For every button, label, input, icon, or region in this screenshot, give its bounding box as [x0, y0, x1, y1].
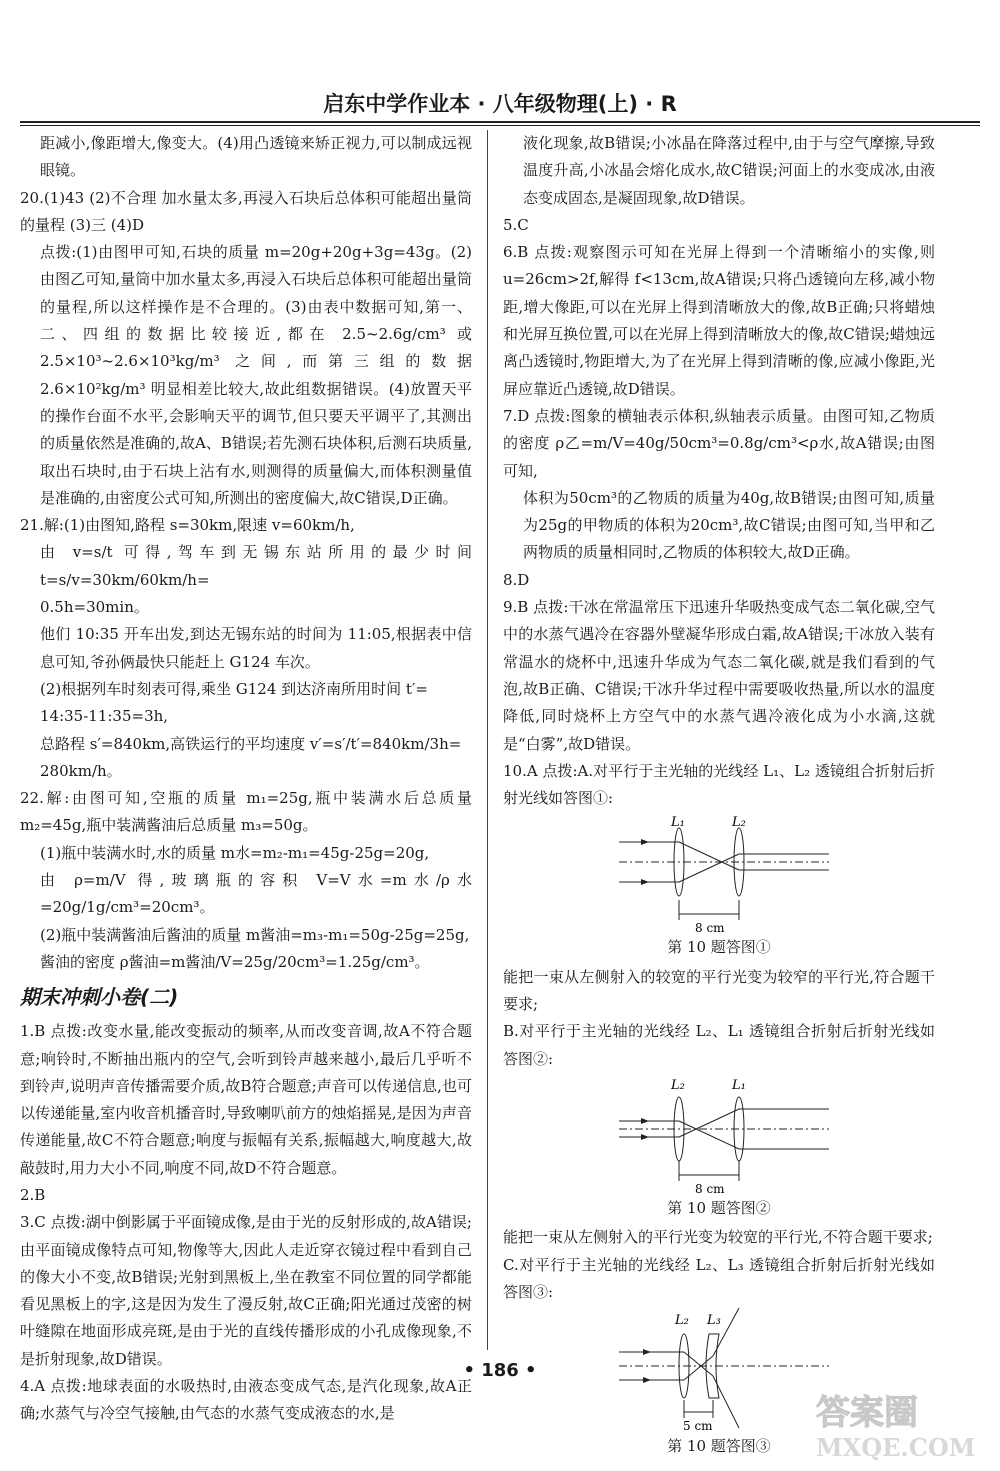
- answer-21-text: 他们 10:35 开车出发,到达无锡东站的时间为 11:05,根据表中信息可知,爷孙俩最快只能赶上 G124 车次。: [40, 625, 472, 671]
- answer-21: 21.解:(1)由图知,路程 s=30km,限速 v=60km/h,: [20, 516, 355, 535]
- watermark-text: 答案圈: [816, 1393, 918, 1433]
- lens-diagram-1: [589, 814, 849, 934]
- answer-20: 20.(1)43 (2)不合理 加水量太多,再浸入石块后总体积可能超出量筒的量程 (3)三 (4)D: [20, 188, 472, 234]
- right-column: [503, 130, 935, 1462]
- figure-2: [503, 1075, 935, 1222]
- answer-21-result-1: 0.5h=30min。: [40, 598, 149, 617]
- answer-1: 1.B 点拨:改变水量,能改变振动的频率,从而改变音调,故A不符合题意;响铃时,不断抽出瓶内的空气,会听到铃声越来越小,最后几乎听不到铃声,说明声音传播需要介质,故B符合题意;声音可以传递信息,也可以传递能量,室内收音机播音时,导致喇叭前方的烛焰摇晃,是因为声音传递能量,故C不符合题意;响度与振幅有关系,振幅越大,响度越大,故敲鼓时,用力大小不同,响度不同,故D不符合题意。: [20, 1022, 472, 1177]
- answer-9: 9.B 点拨:干冰在常温常压下迅速升华吸热变成气态二氧化碳,空气中的水蒸气遇冷在容器外壁凝华形成白霜,故A错误;干冰放入装有常温水的烧杯中,迅速升华成为气态二氧化碳,就是我们看到的气泡,故B正确、C错误;干冰升华过程中需要吸收热量,所以水的温度降低,同时烧杯上方空气中的水蒸气遇冷液化成为小水滴,这就是“白雾”,故D错误。: [503, 598, 935, 753]
- lens-diagram-2: [589, 1075, 849, 1195]
- figure-1: [503, 814, 935, 961]
- answer-3: 3.C 点拨:湖中倒影属于平面镜成像,是由于光的反射形成的,故A错误;由平面镜成像特点可知,物像等大,因此人走近穿衣镜过程中看到自己的像大小不变,故B错误;光射到黑板上,坐在教室不同位置的同学都能看见黑板上的字,这是因为发生了漫反射,故C正确;阳光通过茂密的树叶缝隙在地面形成亮斑,是由于光的直线传播形成的小孔成像现象,不是折射现象,故D错误。: [20, 1213, 472, 1368]
- answer-22-density: 酱油的密度 ρ酱油=m酱油/V=25g/20cm³=1.25g/cm³。: [40, 952, 430, 971]
- answer-10: 10.A 点拨:A.对平行于主光轴的光线经 L₁、L₂ 透镜组合折射后折射光线如答图①:: [503, 761, 935, 808]
- lens-label-left: L₁: [671, 815, 685, 831]
- distance-label: 8 cm: [695, 1181, 725, 1195]
- header-rule: [20, 121, 980, 123]
- answer-22-part-2: (2)瓶中装满酱油后酱油的质量 m酱油=m₃-m₁=50g-25g=25g,: [40, 925, 470, 944]
- answer-5: 5.C: [503, 215, 529, 234]
- answer-10-b-conclusion: 能把一束从左侧射入的平行光变为较宽的平行光,不符合题干要求;: [503, 1228, 933, 1247]
- answer-10-b: B.对平行于主光轴的光线经 L₂、L₁ 透镜组合折射后折射光线如答图②:: [503, 1022, 935, 1068]
- answer-21-part-2: (2)根据列车时刻表可得,乘坐 G124 到达济南所用时间 t′=: [40, 679, 428, 698]
- answer-10-c: C.对平行于主光轴的光线经 L₂、L₃ 透镜组合折射后折射光线如答图③:: [503, 1255, 935, 1301]
- answer-22: 22.解:由图可知,空瓶的质量 m₁=25g,瓶中装满水后总质量 m₂=45g,瓶中装满酱油后总质量 m₃=50g。: [20, 789, 472, 835]
- answer-20-hint: 点拨:(1)由图甲可知,石块的质量 m=20g+20g+3g=43g。(2)由图乙可知,量筒中加水量太多,再浸入石块后总体积可能超出量筒的量程,所以这样操作是不合理的。(3)由表中数据可知,第一、二、四组的数据比较接近,都在 2.5~2.6g/cm³ 或 2.5×10³~2.6×10³kg/m³ 之间,而第三组的数据 2.6×10²kg/m³ 明显相差比较大,故此组数据错误。(4)放置天平的操作台面不水平,会影响天平的调节,但只要天平调平了,其测出的质量依然是准确的,故A、B错误;若先测石块体积,后测石块质量,取出石块时,由于石块上沾有水,则测得的质量偏大,而体积测量值是准确的,由密度公式可知,所测出的密度偏大,故C错误,D正确。: [40, 243, 472, 507]
- lens-label-left: L₂: [675, 1313, 689, 1329]
- figure-caption: 第 10 题答图②: [667, 1198, 771, 1217]
- answer-21-time: 14:35-11:35=3h,: [40, 707, 169, 726]
- answer-6: 6.B 点拨:观察图示可知在光屏上得到一个清晰缩小的实像,则u=26cm>2f,解得 f<13cm,故A错误;只将凸透镜向左移,减小物距,增大像距,可以在光屏上得到清晰放大的像,故B正确;只将蜡烛和光屏互换位置,可以在光屏上得到清晰放大的像,故C错误;蜡烛远离凸透镜时,物距增大,为了在光屏上得到清晰的像,应减小像距,光屏应靠近凸透镜,故D错误。: [503, 243, 935, 398]
- answer-21-result-2: 280km/h。: [40, 761, 122, 780]
- answer-21-formula-2: 总路程 s′=840km,高铁运行的平均速度 v′=s′/t′=840km/3h=: [40, 734, 462, 753]
- distance-label: 8 cm: [695, 921, 725, 935]
- answer-7-continuation: 体积为50cm³的乙物质的质量为40g,故B错误;由图可知,质量为25g的甲物质的体积为20cm³,故C错误;由图可知,当甲和乙两物质的质量相同时,乙物质的体积较大,故D正确。: [523, 488, 935, 562]
- column-divider: [487, 130, 488, 1350]
- answer-4: 4.A 点拨:地球表面的水吸热时,由液态变成气态,是汽化现象,故A正确;水蒸气与冷空气接触,由气态的水蒸气变成液态的水,是: [20, 1377, 472, 1423]
- answer-10-a-conclusion: 能把一束从左侧射入的较宽的平行光变为较窄的平行光,符合题干要求;: [503, 967, 935, 1014]
- header-rule-thin: [20, 125, 980, 126]
- lens-label-right: L₂: [732, 815, 746, 831]
- figure-caption: 第 10 题答图①: [667, 938, 771, 957]
- page-number: • 186 •: [463, 1360, 537, 1381]
- running-header: 启东中学作业本 · 八年级物理(上) · R: [323, 92, 677, 116]
- answer-7: 7.D 点拨:图象的横轴表示体积,纵轴表示质量。由图可知,乙物质的密度 ρ乙=m/V=40g/50cm³=0.8g/cm³<ρ水,故A错误;由图可知,: [503, 406, 935, 480]
- watermark-logo: [810, 1390, 986, 1462]
- answer-4-continuation: 液化现象,故B错误;小冰晶在降落过程中,由于与空气摩擦,导致温度升高,小冰晶会熔化成水,故C错误;河面上的水变成冰,由液态变成固态,是凝固现象,故D错误。: [523, 134, 935, 207]
- answer-continuation: 距减小,像距增大,像变大。(4)用凸透镜来矫正视力,可以制成远视眼镜。: [40, 134, 472, 180]
- lens-label-right: L₃: [707, 1313, 721, 1329]
- answer-2: 2.B: [20, 1185, 46, 1204]
- distance-label: 5 cm: [683, 1419, 713, 1434]
- answer-21-formula-1: 由 v=s/t 可得,驾车到无锡东站所用的最少时间 t=s/v=30km/60km/h=: [40, 543, 472, 589]
- section-title: 期末冲刺小卷(二): [20, 985, 179, 1010]
- lens-label-left: L₂: [671, 1077, 685, 1093]
- lens-label-right: L₁: [732, 1077, 746, 1093]
- answer-22-part-1: (1)瓶中装满水时,水的质量 m水=m₂-m₁=45g-25g=20g,: [40, 843, 430, 862]
- left-column: [20, 130, 472, 1428]
- watermark-url: MXQE.COM: [816, 1433, 976, 1462]
- answer-8: 8.D: [503, 570, 530, 589]
- answer-22-volume: 由 ρ=m/V 得,玻璃瓶的容积 V=V水=m水/ρ水=20g/1g/cm³=20cm³。: [40, 871, 472, 917]
- figure-caption: 第 10 题答图③: [667, 1437, 771, 1456]
